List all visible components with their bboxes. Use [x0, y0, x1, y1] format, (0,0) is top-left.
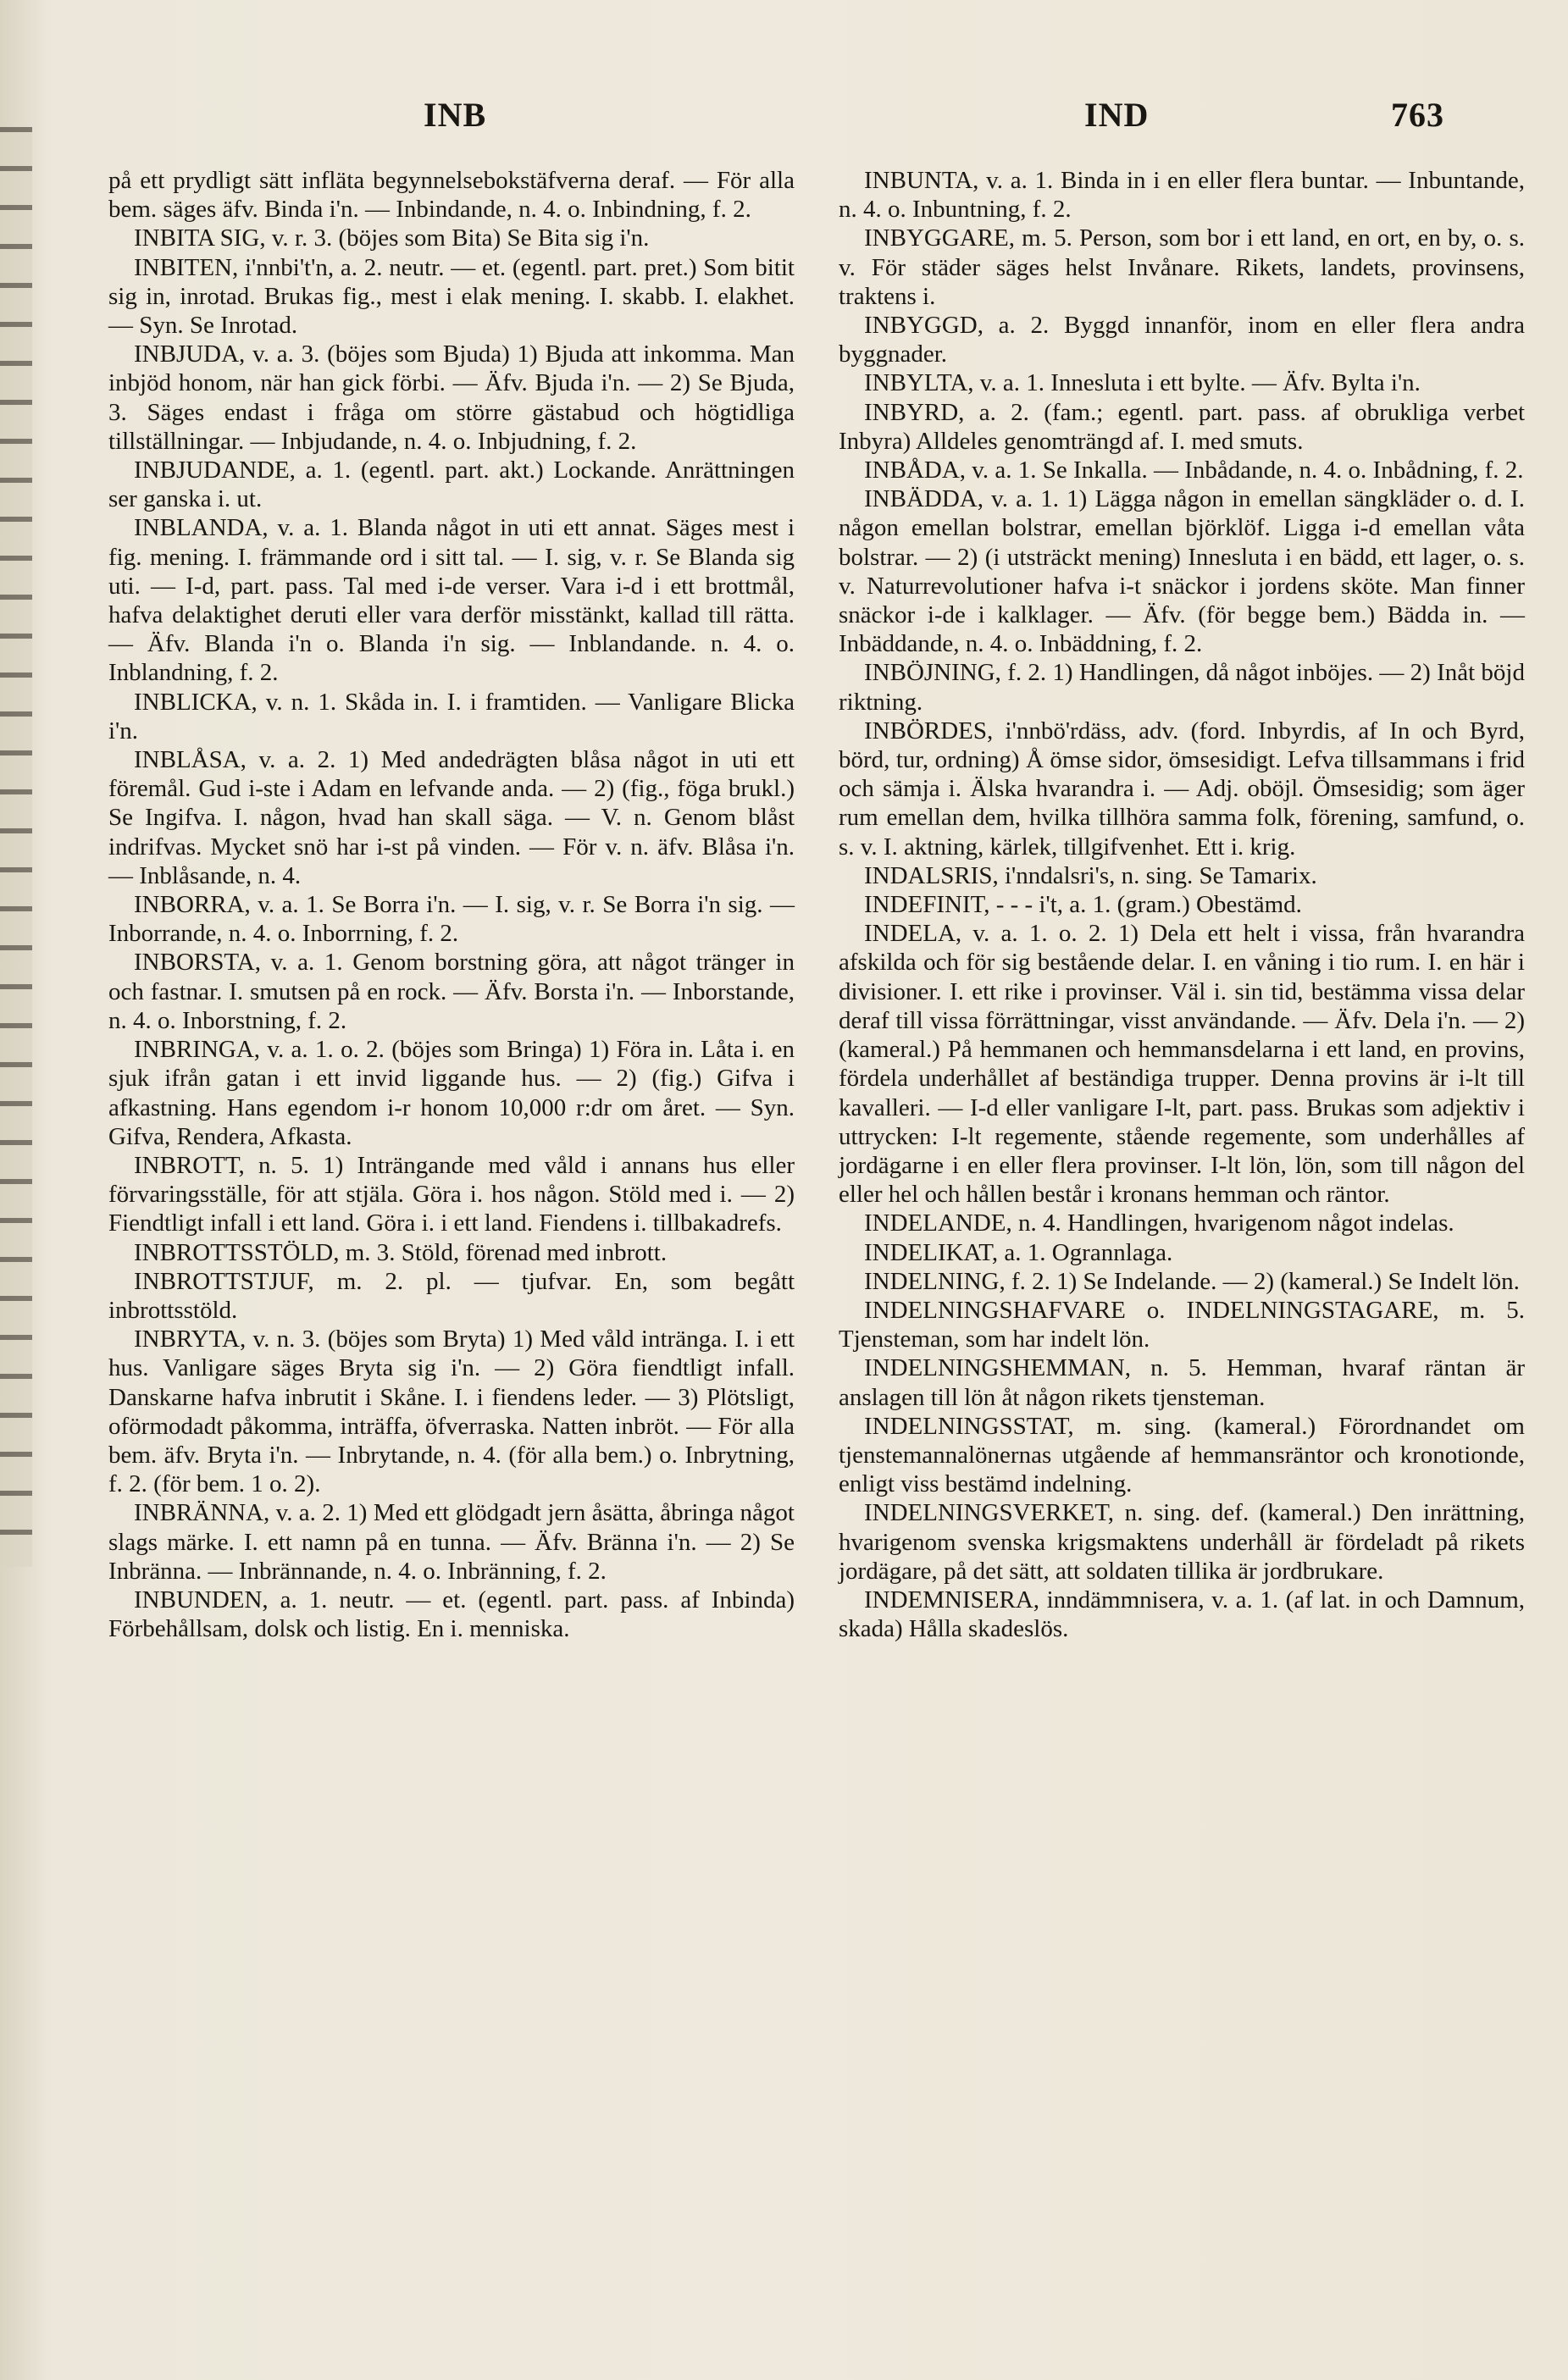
dictionary-entry: INBJUDANDE, a. 1. (egentl. part. akt.) Lockande. Anrättningen ser ganska i. ut.	[108, 457, 795, 513]
dictionary-entry: INBYRD, a. 2. (fam.; egentl. part. pass. af obrukliga verbet Inbyra) Alldeles genomträngd af. I. med smuts.	[839, 398, 1525, 455]
dictionary-entry: INBUNDEN, a. 1. neutr. — et. (egentl. part. pass. af Inbinda) Förbehållsam, dolsk och listig. En i. menniska.	[108, 1586, 795, 1643]
dictionary-entry: INBORRA, v. a. 1. Se Borra i'n. — I. sig, v. r. Se Borra i'n sig. — Inborrande, n. 4. o. Inborrning, f. 2.	[108, 891, 795, 948]
dictionary-entry: INBJUDA, v. a. 3. (böjes som Bjuda) 1) Bjuda att inkomma. Man inbjöd honom, när han gick förbi. — Äfv. Bjuda i'n. — 2) Se Bjuda, 3. Säges endast i fråga om större gästabud och högtidliga tillställningar. — Inbjudande, n. 4. o. Inbjudning, f. 2.	[108, 340, 795, 455]
dictionary-entry: INBITEN, i'nnbi't'n, a. 2. neutr. — et. (egentl. part. pret.) Som bitit sig in, inrotad. Brukas fig., mest i elak mening. I. skabb. I. elakhet. — Syn. Se Inrotad.	[108, 253, 795, 340]
dictionary-entry: INBYGGARE, m. 5. Person, som bor i ett land, en ort, en by, o. s. v. För städer säges helst Invånare. Rikets, landets, provinsens, traktens i.	[839, 224, 1525, 310]
dictionary-entry: INBÖJNING, f. 2. 1) Handlingen, då något inböjes. — 2) Inåt böjd riktning.	[839, 659, 1525, 716]
left-column	[108, 166, 795, 1643]
page-binding-edge	[0, 127, 32, 1567]
dictionary-entry: INBÅDA, v. a. 1. Se Inkalla. — Inbådande, n. 4. o. Inbådning, f. 2.	[864, 457, 1524, 484]
dictionary-entry: på ett prydligt sätt infläta begynnelsebokstäfverna deraf. — För alla bem. säges äfv. Binda i'n. — Inbindande, n. 4. o. Inbindning, f. 2.	[108, 167, 795, 224]
dictionary-entry: INBÖRDES, i'nnbö'rdäss, adv. (ford. Inbyrdis, af In och Byrd, börd, tur, ordning) Å ömse sidor, ömsesidigt. Lefva tillsammans i frid och sämja i. Älska hvarandra i. — Adj. oböjl. Ömsesidig; som äger rum emellan dem, hvilka tillhöra samma folk, förening, samfund, o. s. v. I. aktning, kärlek, tillgifvenhet. Ett i. krig.	[839, 717, 1525, 861]
header-left-word: INB	[424, 96, 487, 134]
dictionary-entry: INBROTTSTJUF, m. 2. pl. — tjufvar. En, som begått inbrottsstöld.	[108, 1267, 795, 1324]
dictionary-entry: INDELNINGSHAFVARE o. INDELNINGSTAGARE, m. 5. Tjensteman, som har indelt lön.	[839, 1296, 1525, 1353]
dictionary-entry: INBRINGA, v. a. 1. o. 2. (böjes som Bringa) 1) Föra in. Låta i. en sjuk ifrån gatan i ett invid liggande hus. — 2) (fig.) Gifva i afkastning. Hans egendom i-r honom 10,000 r:dr om året. — Syn. Gifva, Rendera, Afkasta.	[108, 1036, 795, 1150]
dictionary-entry: INBLICKA, v. n. 1. Skåda in. I. i framtiden. — Vanligare Blicka i'n.	[108, 688, 795, 744]
dictionary-entry: INDEMNISERA, inndämmnisera, v. a. 1. (af lat. in och Damnum, skada) Hålla skadeslös.	[839, 1586, 1525, 1643]
dictionary-entry: INBÄDDA, v. a. 1. 1) Lägga någon in emellan sängkläder o. d. I. någon emellan bolstrar, emellan björklöf. Ligga i-d emellan våta bolstrar. — 2) (i utsträckt mening) Innesluta i en bädd, ett lager, o. s. v. Naturrevolutioner hafva i-t snäckor i jordens sköte. Man finner snäckor i-de i kalklager. — Äfv. (för begge bem.) Bädda in. — Inbäddande, n. 4. o. Inbäddning, f. 2.	[839, 485, 1525, 658]
dictionary-entry: INDELA, v. a. 1. o. 2. 1) Dela ett helt i vissa, från hvarandra afskilda och för sig bestående delar. I. en våning i tio rum. I. en här i divisioner. I. ett rike i provinser. Väl i. sin tid, bestämma vissa delar deraf till vissa förrättningar, visst användande. — Äfv. Dela i'n. — 2) (kameral.) På hemmanen och hemmansdelarna i ett land, en provins, fördela underhållet af beständiga trupper. Denna provins är i-lt till kavalleri. — I-d eller vanligare I-lt, part. pass. Brukas som adjektiv i uttrycken: I-lt regemente, stående regemente, som underhålles af jordägarne i en eller flera provinser. I-lt lön, lön, som till någon del eller hel och hållen består i kronans hemman och räntor.	[839, 920, 1525, 1209]
dictionary-entry: INDELANDE, n. 4. Handlingen, hvarigenom något indelas.	[864, 1209, 1454, 1237]
dictionary-entry: INDELIKAT, a. 1. Ogrannlaga.	[864, 1238, 1173, 1266]
page-number: 763	[1391, 96, 1444, 134]
dictionary-entry: INBLANDA, v. a. 1. Blanda något in uti ett annat. Säges mest i fig. mening. I. främmande ord i sitt tal. — I. sig, v. r. Se Blanda sig uti. — I-d, part. pass. Tal med i-de verser. Vara i-d i ett brottmål, hafva delaktighet deruti eller vara derför misstänkt, kallad till rätta. — Äfv. Blanda i'n o. Blanda i'n sig. — Inblandande. n. 4. o. Inblandning, f. 2.	[108, 514, 795, 687]
dictionary-entry: INDELNING, f. 2. 1) Se Indelande. — 2) (kameral.) Se Indelt lön.	[864, 1267, 1520, 1295]
dictionary-entry: INDEFINIT, - - - i't, a. 1. (gram.) Obestämd.	[864, 891, 1302, 919]
dictionary-entry: INDELNINGSVERKET, n. sing. def. (kameral.) Den inrättning, hvarigenom svenska krigsmaktens underhåll är fördeladt på rikets jordägare, på det sätt, att soldaten tillika är jordbrukare.	[839, 1499, 1525, 1585]
dictionary-entry: INBITA SIG, v. r. 3. (böjes som Bita) Se Bita sig i'n.	[134, 224, 650, 252]
dictionary-entry: INBROTTSSTÖLD, m. 3. Stöld, förenad med inbrott.	[134, 1238, 668, 1266]
header-right-word: IND	[1084, 96, 1150, 134]
dictionary-entry: INBRYTA, v. n. 3. (böjes som Bryta) 1) Med våld intränga. I. i ett hus. Vanligare säges Bryta sig i'n. — 2) Göra fiendtligt infall. Danskarne hafva inbrutit i Skåne. I. i fiendens leder. — 3) Plötsligt, oförmodadt påkomma, inträffa, öfverraska. Natten inbröt. — För alla bem. äfv. Bryta i'n. — Inbrytande, n. 4. (för alla bem.) o. Inbrytning, f. 2. (för bem. 1 o. 2).	[108, 1326, 795, 1498]
right-column	[839, 166, 1525, 1643]
dictionary-entry: INBUNTA, v. a. 1. Binda in i en eller flera buntar. — Inbuntande, n. 4. o. Inbuntning, f. 2.	[839, 167, 1525, 224]
dictionary-entry: INBYLTA, v. a. 1. Innesluta i ett bylte. — Äfv. Bylta i'n.	[864, 369, 1421, 397]
dictionary-entry: INBLÅSA, v. a. 2. 1) Med andedrägten blåsa något in uti ett föremål. Gud i-ste i Adam en lefvande anda. — 2) (fig., föga brukl.) Se Ingifva. I. någon, hvad han skall säga. — V. n. Genom blåst indrifvas. Mycket snö har i-st på vinden. — För v. n. äfv. Blåsa i'n. — Inblåsande, n. 4.	[108, 746, 795, 889]
dictionary-entry: INBRÄNNA, v. a. 2. 1) Med ett glödgadt jern åsätta, åbringa något slags märke. I. ett namn på en tunna. — Äfv. Bränna i'n. — 2) Se Inbränna. — Inbrännande, n. 4. o. Inbränning, f. 2.	[108, 1499, 795, 1585]
dictionary-entry: INDELNINGSHEMMAN, n. 5. Hemman, hvaraf räntan är anslagen till lön åt någon rikets tjensteman.	[839, 1354, 1525, 1411]
dictionary-entry: INBROTT, n. 5. 1) Inträngande med våld i annans hus eller förvaringsställe, för att stjäla. Göra i. hos någon. Stöld med i. — 2) Fiendtligt infall i ett land. Göra i. i ett land. Fiendens i. tillbakadrefs.	[108, 1151, 795, 1237]
dictionary-entry: INBORSTA, v. a. 1. Genom borstning göra, att något tränger in och fastnar. I. smutsen på en rock. — Äfv. Borsta i'n. — Inborstande, n. 4. o. Inborstning, f. 2.	[108, 949, 795, 1034]
dictionary-entry: INDALSRIS, i'nndalsri's, n. sing. Se Tamarix.	[864, 861, 1317, 889]
dictionary-entry: INDELNINGSSTAT, m. sing. (kameral.) Förordnandet om tjenstemannalönernas utgående af hemmansräntor och kronotionde, enligt viss bestämd indelning.	[839, 1412, 1525, 1498]
dictionary-entry: INBYGGD, a. 2. Byggd innanför, inom en eller flera andra byggnader.	[839, 312, 1525, 368]
